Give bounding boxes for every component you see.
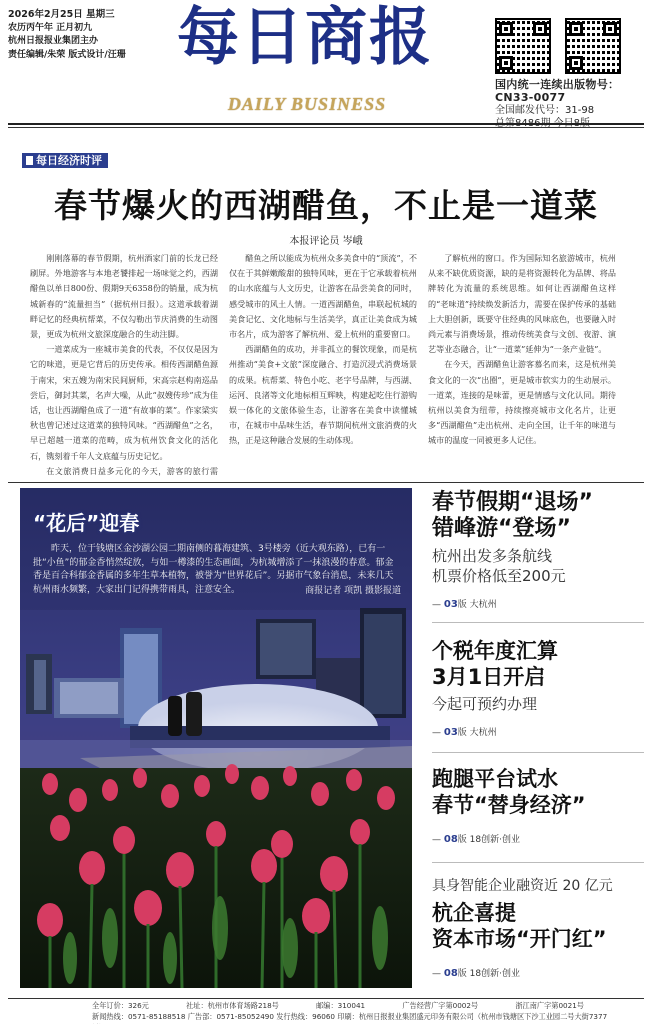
headline-line: 春节假期“退场” — [432, 490, 593, 515]
news-headline[interactable] — [432, 490, 644, 542]
masthead-rule — [8, 123, 644, 125]
qr-code-icon[interactable] — [565, 18, 621, 74]
footer-item: 邮编：310041 — [316, 1001, 366, 1010]
page-section: 版 18创新·创业 — [457, 969, 520, 979]
headline-line: 春节“替身经济” — [432, 793, 586, 817]
news-subhead — [432, 694, 644, 714]
footer — [8, 998, 644, 1024]
paragraph: 刚刚落幕的春节假期，杭州酒家门前的长龙已经刷屏。外地游客与本地老饕排起一场味觉之约，西湖醋鱼以单日800份、假期9天6358份的销量，成为杭城新春的“流量担当”（据杭州日报）。这道承载着湖畔记忆的经典杭帮菜，不仅勾勒出节庆消费的生动图景，更成为杭州文旅深度融合的生动注脚。 — [30, 253, 218, 340]
news-divider — [432, 862, 644, 863]
subhead-line: 机票价格低至200元 — [432, 567, 566, 585]
paragraph: 醋鱼之所以能成为杭州众多美食中的“顶流”，不仅在于其鲜嫩酸甜的独特风味，更在于它承载着杭州的山水底蕴与人文历史，让游客在品尝美食的同时，感受城市的风土人情。一道西湖醋鱼，串联起杭城的美食记忆、文化地标与生活美学，真正让美食成为城市名片，成为游客了解杭州、爱上杭州的重要窗口。 — [229, 253, 417, 340]
footer-row: 新闻热线：0571-85188518 广告部：0571-85052490 发行热线：96060 印刷：杭州日报报业集团盛元印务有限公司（杭州市钱塘区下沙工业园二号大街7377 — [92, 1012, 608, 1021]
qr-code-icon[interactable] — [495, 18, 551, 74]
newspaper-title: 每日商报 — [176, 0, 433, 74]
news-headline[interactable] — [432, 638, 644, 690]
article-column-2 — [229, 251, 417, 479]
lead-byline: 本报评论员 岑峨 — [289, 236, 363, 247]
headline-line: 跑腿平台试水 — [432, 767, 558, 791]
page-section: 版 18创新·创业 — [457, 835, 520, 845]
footer-item: 社址：杭州市体育场路218号 — [186, 1001, 279, 1010]
headline-line: 3月1日开启 — [432, 665, 546, 689]
column-tag: 每日经济时评 — [22, 153, 108, 168]
paragraph: 在今天，西湖醋鱼让游客慕名而来，这是杭州美食文化的一次“出圈”，更是城市软实力的生动展示。一道菜，连接的是味蕾，更是情感与文化认同。期待杭州以美食为纽带，持续擦亮城市文化名片，让更多“西湖醋鱼”走出杭州、走向全国，让千年的味道与城市的温度一同被更多人记住。 — [428, 359, 616, 446]
footer-item: 广告经营广字第0002号 — [402, 1001, 479, 1010]
subhead-line: 杭州出发多条航线 — [432, 547, 553, 565]
page-number: 08 — [443, 968, 458, 979]
photo-caption: 昨天，位于钱塘区金沙湖公园二期南侧的暮海建筑、3号楼旁（近大观东路），已有一批“小鱼”的郁金香悄然绽放，与如一樽漆的生态画面，为杭城增添了一抹浪漫的春意。郁金香是百合科郁金香属的多年生草本植物，被誉为“世界花后”。另据市气象台消息，未来几天杭州雨水频繁，大家出门记得携带雨具，注意安全。 — [33, 544, 394, 595]
postal-code: 全国邮发代号：31-98 — [495, 105, 595, 116]
page-ref[interactable]: — 03版 大杭州 — [432, 599, 497, 610]
photo-title: “花后”迎春 — [33, 511, 140, 535]
issue-number: 总第8486期 今日8版 — [495, 118, 590, 129]
section-rule — [8, 482, 644, 483]
page-ref[interactable]: — 08版 18创新·创业 — [432, 834, 520, 845]
paragraph: 在文旅消费日益多元化的今天，游客的旅行需 — [46, 465, 218, 476]
news-headline[interactable] — [432, 900, 644, 952]
page-ref[interactable]: — 03版 大杭州 — [432, 727, 497, 738]
page-section: 版 大杭州 — [457, 728, 497, 738]
page-number: 08 — [443, 834, 458, 845]
news-divider — [432, 752, 644, 753]
newspaper-subtitle: DAILY BUSINESS — [227, 94, 387, 114]
news-headline[interactable] — [432, 766, 644, 818]
page-number: 03 — [443, 599, 458, 610]
headline-line: 错峰游“登场” — [432, 516, 571, 541]
footer-row — [8, 1000, 644, 1011]
article-column-1 — [30, 251, 218, 479]
editors: 责任编辑/朱荣 版式设计/汪珊 — [8, 49, 126, 60]
cn-number: 国内统一连续出版物号：CN33-0077 — [495, 78, 620, 104]
footer-item: 全年订价：326元 — [92, 1001, 149, 1010]
article-column-3 — [428, 251, 616, 479]
masthead-rule-thin — [8, 127, 644, 128]
page-section: 版 大杭州 — [457, 600, 497, 610]
issue-date: 2026年2月25日 星期三 — [8, 9, 115, 20]
news-kicker: 具身智能企业融资近 20 亿元 — [432, 878, 613, 894]
paragraph: 了解杭州的窗口。作为国际知名旅游城市，杭州从来不缺优质资源，缺的是将资源转化为品牌、将品牌转化为流量的系统思维。如何让西湖醋鱼这样的“老味道”持续焕发新活力，需要在保护传承的基础上大胆创新，既要守住经典的风味底色，也要融入时尚元素与消费场景，推动传统美食与文创、夜游、演艺等业态融合，让“一道菜”延伸为“一条产业链”。 — [428, 253, 616, 355]
page-ref[interactable]: — 08版 18创新·创业 — [432, 968, 520, 979]
lunar-date: 农历丙午年 正月初九 — [8, 22, 93, 33]
footer-item: 浙江南广字第0021号 — [515, 1001, 584, 1010]
paragraph: 一道菜成为一座城市美食的代表，不仅仅是因为它的味道，更是它背后的历史传承。相传西湖醋鱼源于南宋，宋五嫂为南宋民间厨师，宋高宗赵构南巡品尝后，御封其菜，名声大噪，从此“叔嫂传珍”成为佳话，也让西湖醋鱼成了一道“有故事的菜”。作家梁实秋也曾记述过这道菜的独特风味。“西湖醋鱼”之名，早已超越一道菜的范畴，成为杭州饮食文化的活化石，镌刻着千年人文底蕴与历史记忆。 — [30, 344, 218, 461]
news-divider — [432, 622, 644, 623]
page-number: 03 — [443, 727, 458, 738]
news-subhead — [432, 546, 644, 586]
masthead-info — [8, 8, 158, 62]
headline-line: 资本市场“开门红” — [432, 927, 607, 951]
paragraph: 西湖醋鱼的成功，并非孤立的餐饮现象，而是杭州推动“美食+文旅”深度融合、打造沉浸式消费场景的成果。杭帮菜、特色小吃、老字号品牌，与西湖、运河、良渚等文化地标相互辉映，构建起吃住行游购娱一体化的文旅体验生态，让游客在美食中读懂城市，在城市中品味生活，春节期间杭州文旅消费的火热，正是这种融合发展的生动体现。 — [229, 344, 417, 446]
headline-line: 个税年度汇算 — [432, 639, 558, 663]
subhead-line: 今起可预约办理 — [432, 695, 538, 713]
publisher: 杭州日报报业集团主办 — [8, 36, 99, 46]
headline-line: 杭企喜提 — [432, 901, 516, 925]
photo-credit: 商报记者 项凯 摄影报道 — [305, 586, 401, 596]
lead-headline[interactable]: 春节爆火的西湖醋鱼，不止是一道菜 — [54, 186, 598, 225]
